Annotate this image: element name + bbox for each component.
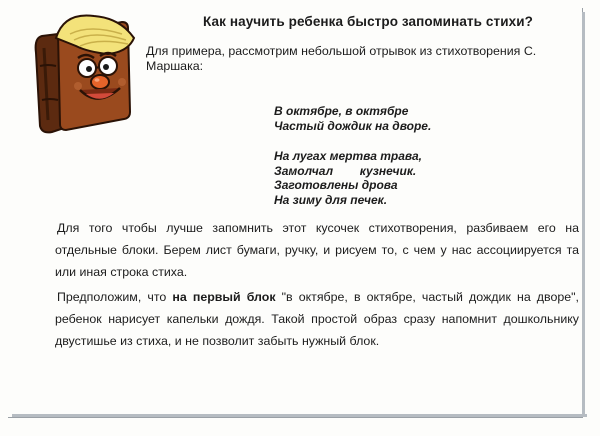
- intro-text: Для примера, рассмотрим небольшой отрывок из стихотворения С. Маршака:: [146, 44, 537, 73]
- paragraph-2-after: "в октябре, в октябре, частый дождик на дворе", ребенок нарисует капельки дождя. Такой простой образ сразу напомнит дошкольнику двустишье из стиха, и не позволит забыть нужный блок.: [55, 290, 579, 348]
- page-title: Как научить ребенка быстро запоминать стихи?: [203, 14, 533, 29]
- paragraph-2-bold: на первый блок: [172, 290, 276, 304]
- paragraph-1: Для того чтобы лучше запомнить этот кусочек стихотворения, разбиваем его на отдельные блоки. Берем лист бумаги, ручку, и рисуем то, с чем у нас ассоциируется та или иная строка стиха.: [55, 221, 579, 279]
- paragraph-2-before: Предположим, что: [57, 290, 173, 304]
- paragraph-2: [55, 286, 579, 352]
- frame-shadow-bottom: [12, 414, 587, 417]
- frame-shadow-right: [582, 12, 585, 417]
- poem-stanza-2: На лугах мертва трава, Замолчал кузнечик. Заготовлены дрова На зиму для печек.: [274, 149, 423, 207]
- poem-stanza-1: В октябре, в октябре Частый дождик на дворе.: [274, 104, 432, 133]
- book-mascot-icon: [24, 8, 142, 138]
